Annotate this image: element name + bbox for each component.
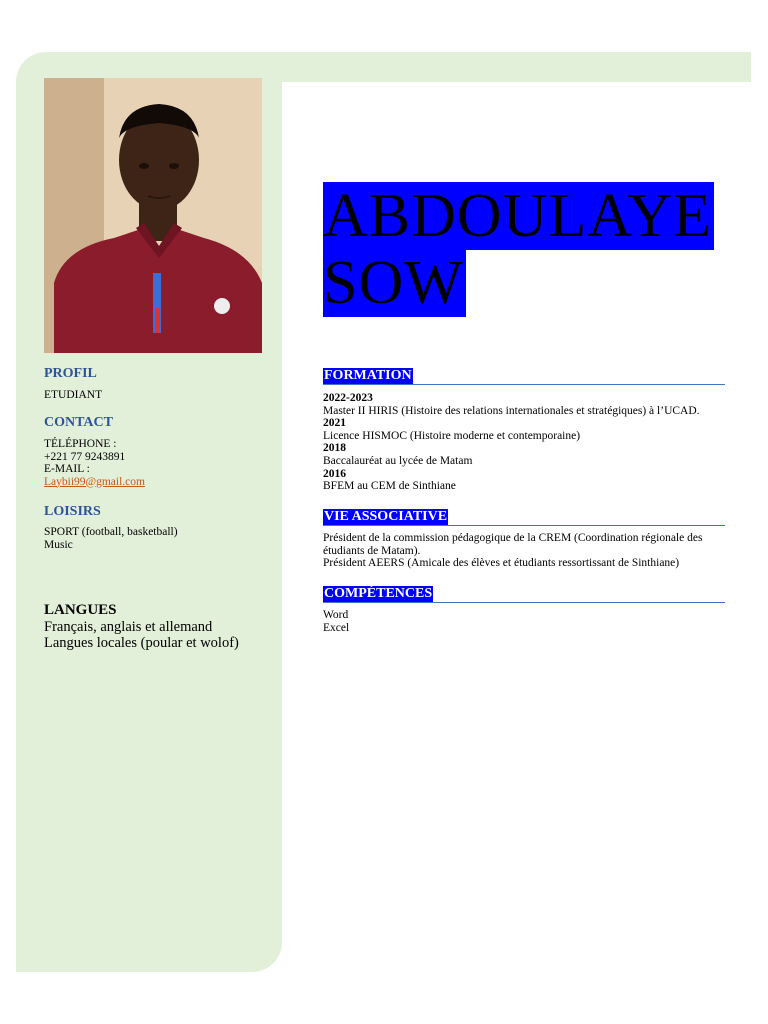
email-link[interactable]: Laybii99@gmail.com [44, 475, 145, 488]
name-last: SOW [323, 249, 464, 317]
langues-section [44, 602, 274, 651]
phone-number: +221 77 9243891 [44, 450, 126, 463]
formation-list [323, 392, 725, 493]
loisirs-section [44, 504, 274, 551]
formation-year: 2016 [323, 467, 346, 480]
vie-associative-line: Président de la commission pédagogique de la CREM (Coordination régionale des étudiants de Matam). [323, 532, 703, 557]
loisirs-line: Music [44, 538, 73, 551]
formation-desc: Master II HIRIS (Histoire des relations internationales et stratégiques) à l’UCAD. [323, 404, 700, 417]
contact-section [44, 415, 274, 488]
formation-year: 2022-2023 [323, 392, 373, 404]
formation-desc: Licence HISMOC (Histoire moderne et contemporaine) [323, 429, 581, 442]
formation-heading [323, 366, 725, 385]
phone-label: TÉLÉPHONE : [44, 438, 117, 450]
formation-desc: Baccalauréat au lycée de Matam [323, 454, 473, 467]
langues-line: Français, anglais et allemand [44, 619, 213, 635]
vie-associative-line: Président AEERS (Amicale des élèves et étudiants ressortissant de Sinthiane) [323, 557, 680, 570]
name-first: ABDOULAYE [323, 182, 713, 250]
name-title [323, 183, 733, 317]
loisirs-heading: LOISIRS [44, 504, 101, 519]
email-label: E-MAIL : [44, 463, 90, 475]
loisirs-line: SPORT (football, basketball) [44, 526, 178, 538]
profile-photo [44, 78, 262, 353]
competences-heading-text: COMPÉTENCES [324, 586, 433, 601]
profil-section [44, 366, 274, 402]
langues-line: Langues locales (poular et wolof) [44, 635, 239, 651]
formation-year: 2021 [323, 417, 346, 430]
competence-item: Word [323, 609, 349, 621]
formation-year: 2018 [323, 442, 346, 455]
vie-associative-list [323, 532, 725, 570]
contact-heading: CONTACT [44, 415, 113, 430]
vie-associative-heading-text: VIE ASSOCIATIVE [324, 509, 448, 524]
competence-item: Excel [323, 621, 350, 634]
langues-heading: LANGUES [44, 602, 117, 618]
vie-associative-heading [323, 507, 725, 526]
profil-text: ETUDIANT [44, 389, 103, 401]
competences-list [323, 609, 725, 634]
formation-heading-text: FORMATION [324, 368, 412, 383]
profil-heading: PROFIL [44, 366, 97, 381]
competences-heading [323, 584, 725, 603]
formation-desc: BFEM au CEM de Sinthiane [323, 480, 456, 493]
